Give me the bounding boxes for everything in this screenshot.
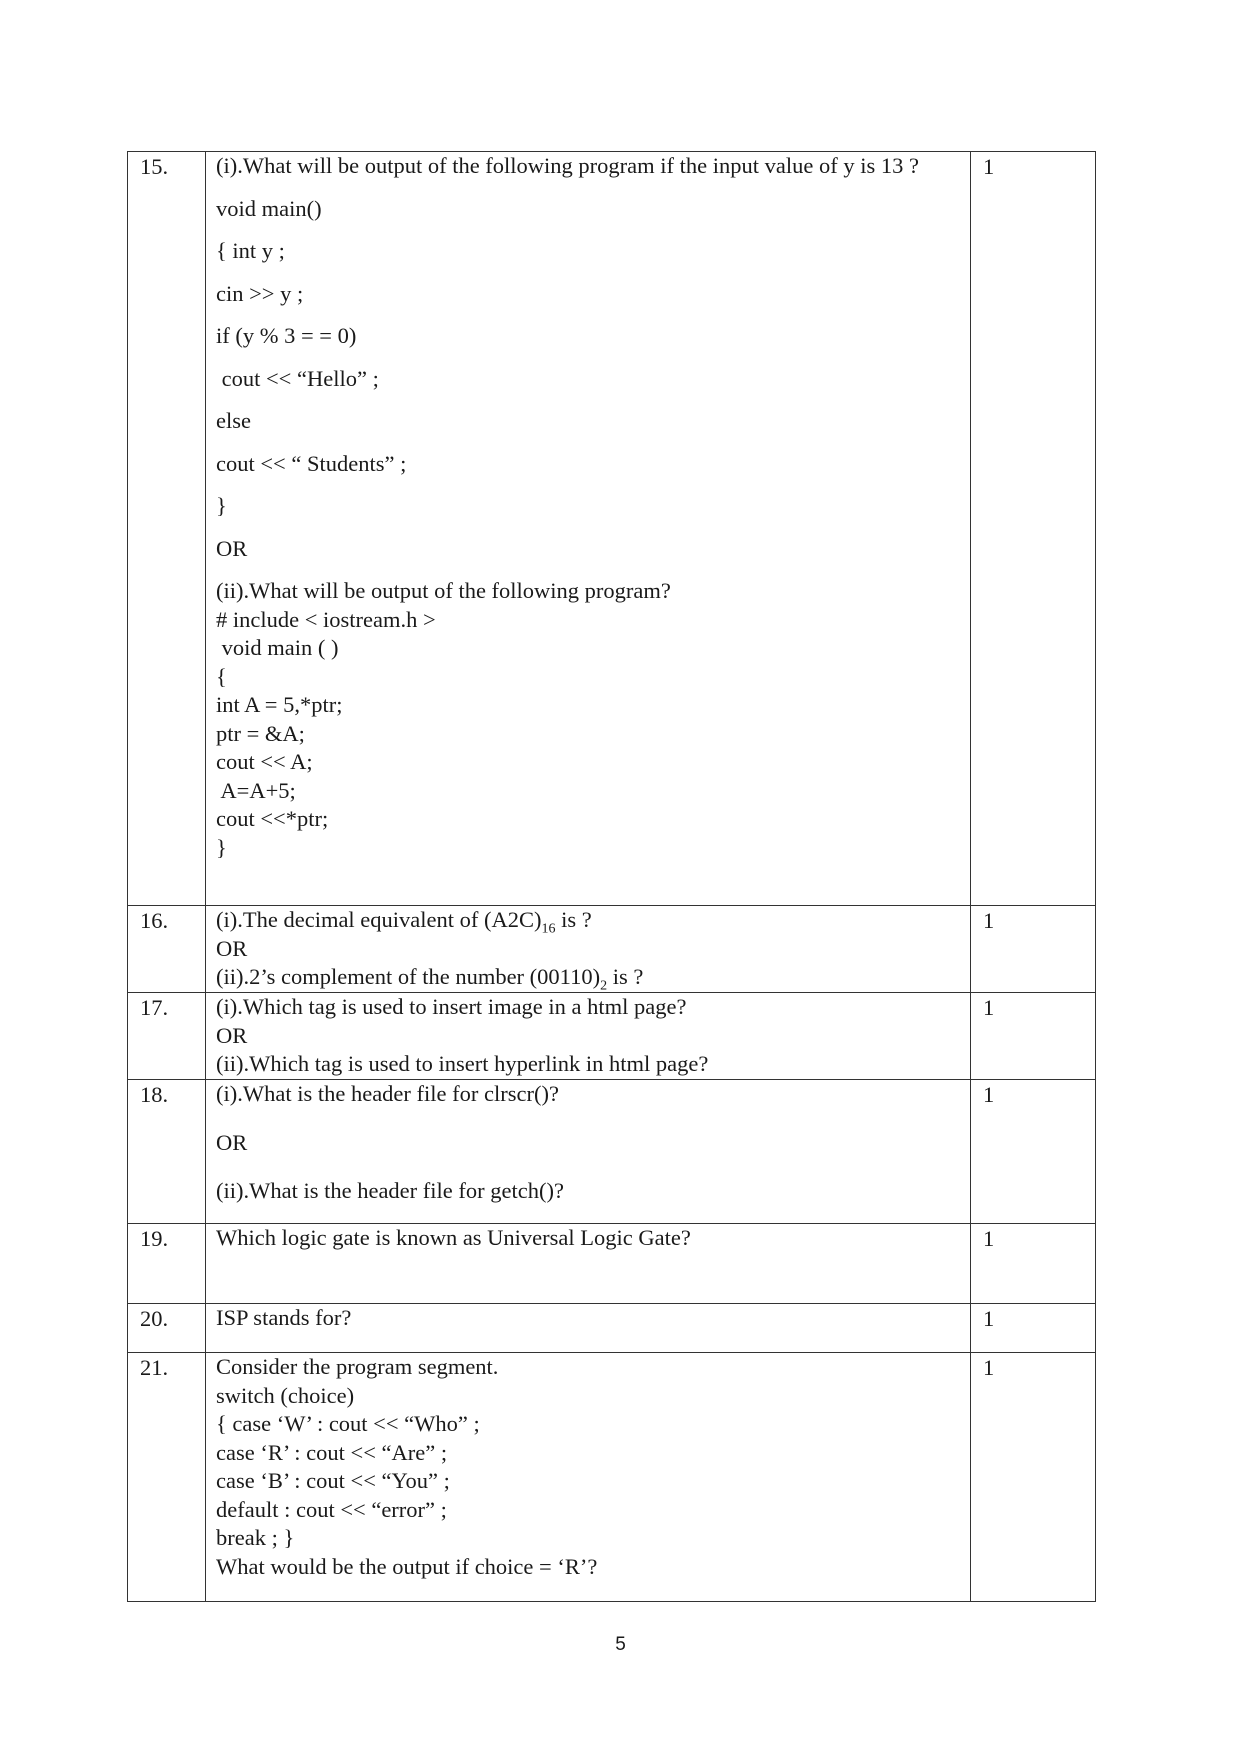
question-text <box>206 906 971 993</box>
or-label: OR <box>216 535 248 561</box>
or-label: OR <box>216 935 248 961</box>
text-segment: (ii).2’s complement of the number (00110) <box>216 964 601 989</box>
question-text <box>206 993 971 1080</box>
code-line: cout <<*ptr; <box>216 806 329 831</box>
code-line: void main() <box>216 195 322 221</box>
code-line: void main ( ) <box>216 635 339 660</box>
code-line: else <box>216 408 251 433</box>
subscript: 16 <box>541 921 556 937</box>
or-label: OR <box>216 1022 248 1048</box>
code-line: if (y % 3 = = 0) <box>216 323 357 348</box>
question-part-1: Which logic gate is known as Universal Logic Gate? <box>216 1225 691 1250</box>
question-number: 15. <box>128 152 206 906</box>
code-line: } <box>216 493 227 518</box>
code-line: cout << A; <box>216 749 313 774</box>
code-line: case ‘R’ : cout << “Are” ; <box>216 1439 448 1465</box>
code-line: break ; } <box>216 1525 295 1550</box>
question-number: 20. <box>128 1304 206 1353</box>
code-line: Consider the program segment. <box>216 1354 499 1379</box>
question-row-19 <box>128 1224 1096 1304</box>
question-row-17 <box>128 993 1096 1080</box>
question-part-1: (i).What is the header file for clrscr()? <box>216 1081 559 1106</box>
question-text <box>206 1080 971 1224</box>
marks: 1 <box>971 1304 1096 1353</box>
question-number: 16. <box>128 906 206 993</box>
question-row-21 <box>128 1353 1096 1602</box>
text-segment: is ? <box>607 964 644 989</box>
question-number: 19. <box>128 1224 206 1304</box>
code-line: # include < iostream.h > <box>216 606 436 632</box>
code-line: int A = 5,*ptr; <box>216 692 343 717</box>
marks: 1 <box>971 906 1096 993</box>
question-part-1 <box>216 906 962 935</box>
question-text <box>206 152 971 906</box>
question-text <box>206 1224 971 1304</box>
code-line: cout << “ Students” ; <box>216 450 407 476</box>
marks: 1 <box>971 152 1096 906</box>
question-row-15 <box>128 152 1096 906</box>
question-part-1: (i).Which tag is used to insert image in a html page? <box>216 994 687 1019</box>
code-line: ptr = &A; <box>216 720 305 746</box>
question-part-1: (i).What will be output of the following program if the input value of y is 13 ? <box>216 153 919 178</box>
subscript: 2 <box>600 978 608 994</box>
marks: 1 <box>971 1353 1096 1602</box>
question-text <box>206 1304 971 1353</box>
code-line: cout << “Hello” ; <box>216 365 379 391</box>
text-segment: is ? <box>555 907 592 932</box>
code-line: { <box>216 663 227 689</box>
page-number: 5 <box>615 1634 626 1655</box>
text-segment: (i).The decimal equivalent of (A2C) <box>216 907 542 932</box>
code-line: { int y ; <box>216 238 285 263</box>
question-part-2: (ii).Which tag is used to insert hyperlink in html page? <box>216 1051 709 1076</box>
question-row-20 <box>128 1304 1096 1353</box>
question-number: 18. <box>128 1080 206 1224</box>
question-table <box>127 151 1096 1602</box>
question-part-2 <box>216 963 962 992</box>
code-line: switch (choice) <box>216 1382 355 1408</box>
question-part-2: (ii).What will be output of the following program? <box>216 578 671 603</box>
marks: 1 <box>971 1080 1096 1224</box>
question-number: 21. <box>128 1353 206 1602</box>
code-line: cin >> y ; <box>216 280 304 306</box>
question-part-2: (ii).What is the header file for getch()? <box>216 1178 564 1203</box>
marks: 1 <box>971 993 1096 1080</box>
question-part-1: ISP stands for? <box>216 1305 352 1330</box>
code-line: { case ‘W’ : cout << “Who” ; <box>216 1411 480 1436</box>
code-line: } <box>216 834 227 860</box>
code-line: What would be the output if choice = ‘R’? <box>216 1553 598 1579</box>
question-row-18 <box>128 1080 1096 1224</box>
question-text <box>206 1353 971 1602</box>
code-line: A=A+5; <box>216 777 296 803</box>
code-line: default : cout << “error” ; <box>216 1496 447 1522</box>
question-row-16 <box>128 906 1096 993</box>
or-label: OR <box>216 1129 248 1155</box>
marks: 1 <box>971 1224 1096 1304</box>
question-number: 17. <box>128 993 206 1080</box>
code-line: case ‘B’ : cout << “You” ; <box>216 1468 450 1493</box>
